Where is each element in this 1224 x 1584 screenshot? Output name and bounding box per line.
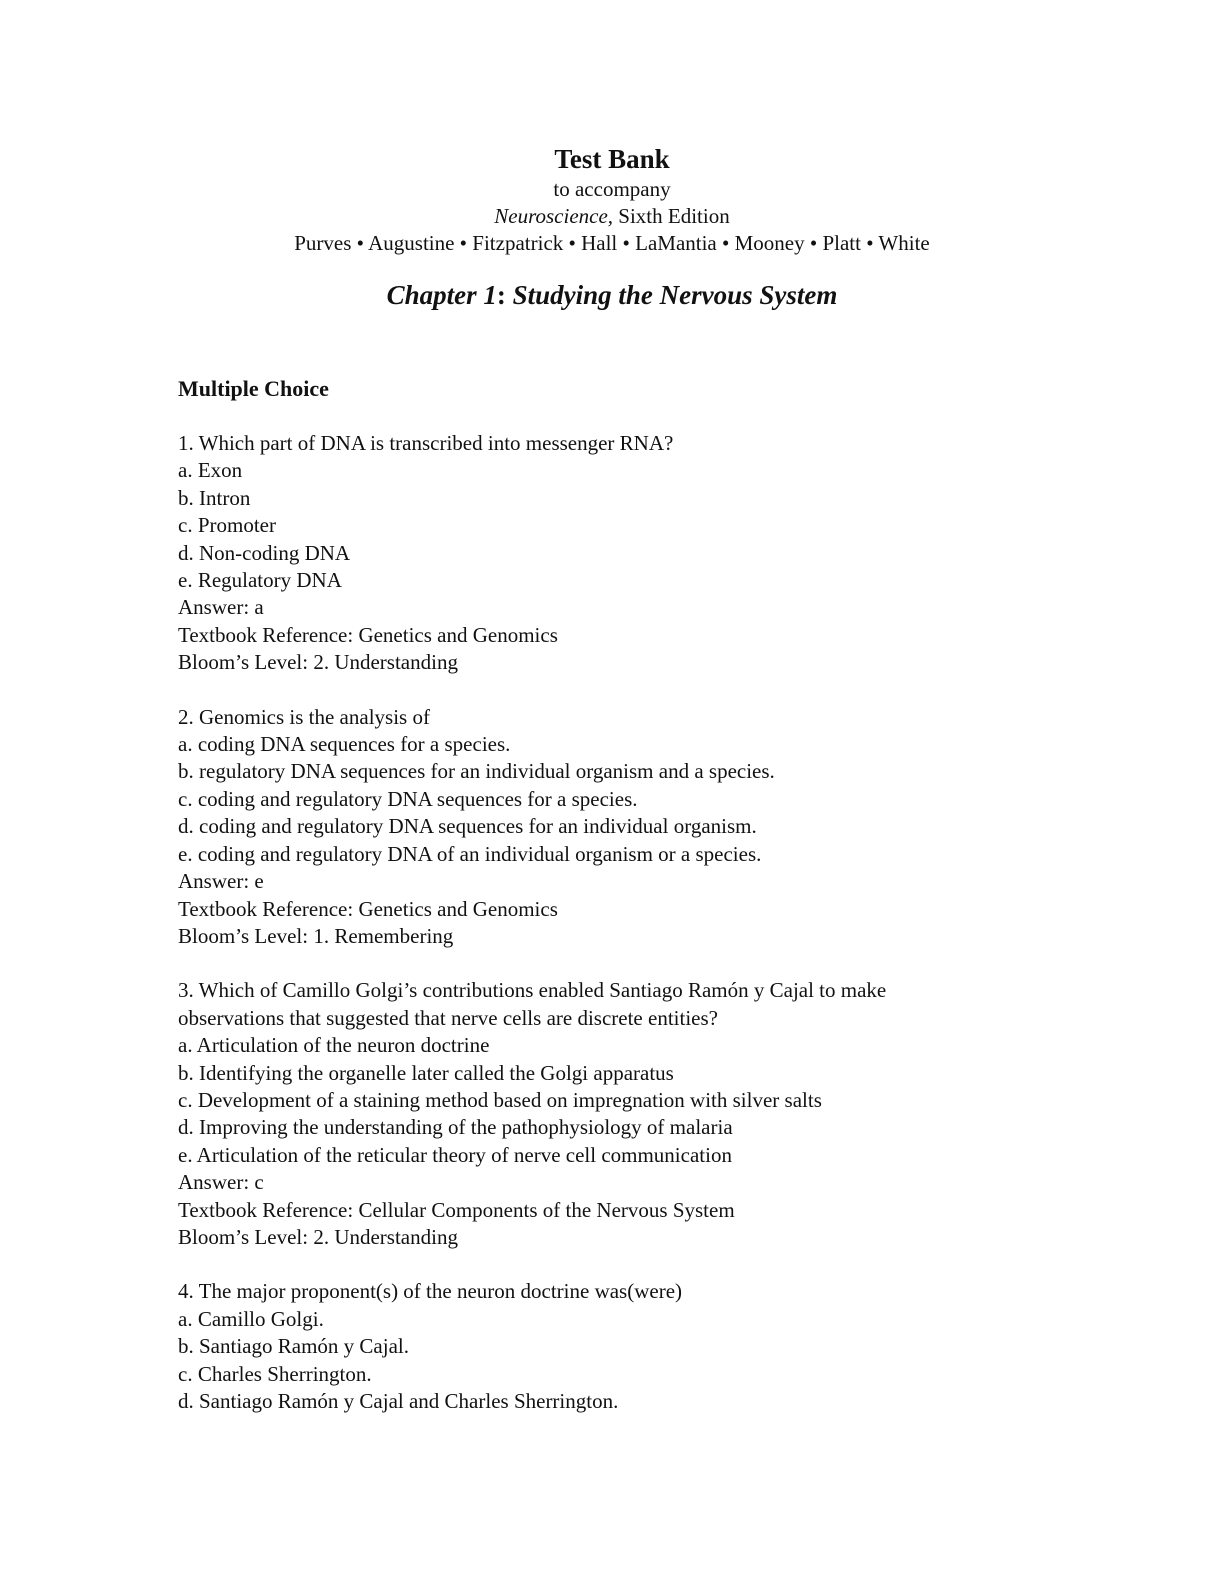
question-stem: 1. Which part of DNA is transcribed into messenger RNA? [178,431,674,455]
question-2 [178,704,1078,951]
chapter-heading [0,278,1224,312]
answer-option: e. Regulatory DNA [178,568,342,593]
question-stem: 4. The major proponent(s) of the neuron doctrine was(were) [178,1279,683,1304]
answer-option: a. Exon [178,458,243,483]
answer-option: c. coding and regulatory DNA sequences for a species. [178,786,638,811]
answer-option: a. Camillo Golgi. [178,1306,324,1331]
answer-option: e. Articulation of the reticular theory of nerve cell communication [178,1142,732,1167]
document-body [178,375,1078,1442]
answer-option: a. Articulation of the neuron doctrine [178,1033,490,1058]
authors-line: Purves • Augustine • Fitzpatrick • Hall • LaMantia • Mooney • Platt • White [294,231,930,255]
answer-key: Answer: a [178,595,264,620]
document-header [0,142,1224,312]
answer-option: b. Identifying the organelle later called the Golgi apparatus [178,1060,674,1085]
answer-key: Answer: e [178,869,264,894]
question-stem-continued: observations that suggested that nerve cells are discrete entities? [178,1005,718,1030]
answer-option: c. Charles Sherrington. [178,1361,372,1386]
answer-option: e. coding and regulatory DNA of an individual organism or a species. [178,841,762,866]
blooms-level: Bloom’s Level: 2. Understanding [178,650,458,675]
section-heading: Multiple Choice [178,376,329,401]
answer-option: b. regulatory DNA sequences for an individual organism and a species. [178,759,775,784]
book-edition: Sixth Edition [613,204,730,228]
answer-option: d. coding and regulatory DNA sequences for an individual organism. [178,814,757,839]
textbook-reference: Textbook Reference: Genetics and Genomics [178,896,558,921]
question-1 [178,430,1078,677]
answer-option: b. Intron [178,485,251,510]
accompany-line: to accompany [553,177,671,201]
chapter-colon: : [496,280,506,310]
textbook-reference: Textbook Reference: Genetics and Genomics [178,622,558,647]
book-title: Neuroscience, [494,204,614,228]
answer-option: b. Santiago Ramón y Cajal. [178,1334,409,1359]
answer-option: d. Improving the understanding of the pathophysiology of malaria [178,1115,733,1140]
chapter-label: Chapter 1 [386,280,497,310]
question-3 [178,977,1078,1251]
question-4 [178,1278,1078,1415]
book-line [0,203,1224,230]
blooms-level: Bloom’s Level: 2. Understanding [178,1224,458,1249]
document-title: Test Bank [554,144,670,174]
chapter-title: Studying the Nervous System [505,280,838,310]
question-stem: 2. Genomics is the analysis of [178,704,430,729]
answer-option: d. Santiago Ramón y Cajal and Charles Sherrington. [178,1389,619,1413]
textbook-reference: Textbook Reference: Cellular Components of the Nervous System [178,1197,735,1222]
answer-option: c. Promoter [178,513,276,538]
question-stem: 3. Which of Camillo Golgi’s contributions enabled Santiago Ramón y Cajal to make [178,978,887,1003]
answer-option: d. Non-coding DNA [178,540,351,565]
answer-key: Answer: c [178,1170,264,1195]
answer-option: c. Development of a staining method based on impregnation with silver salts [178,1087,822,1112]
blooms-level: Bloom’s Level: 1. Remembering [178,923,454,948]
answer-option: a. coding DNA sequences for a species. [178,732,511,757]
